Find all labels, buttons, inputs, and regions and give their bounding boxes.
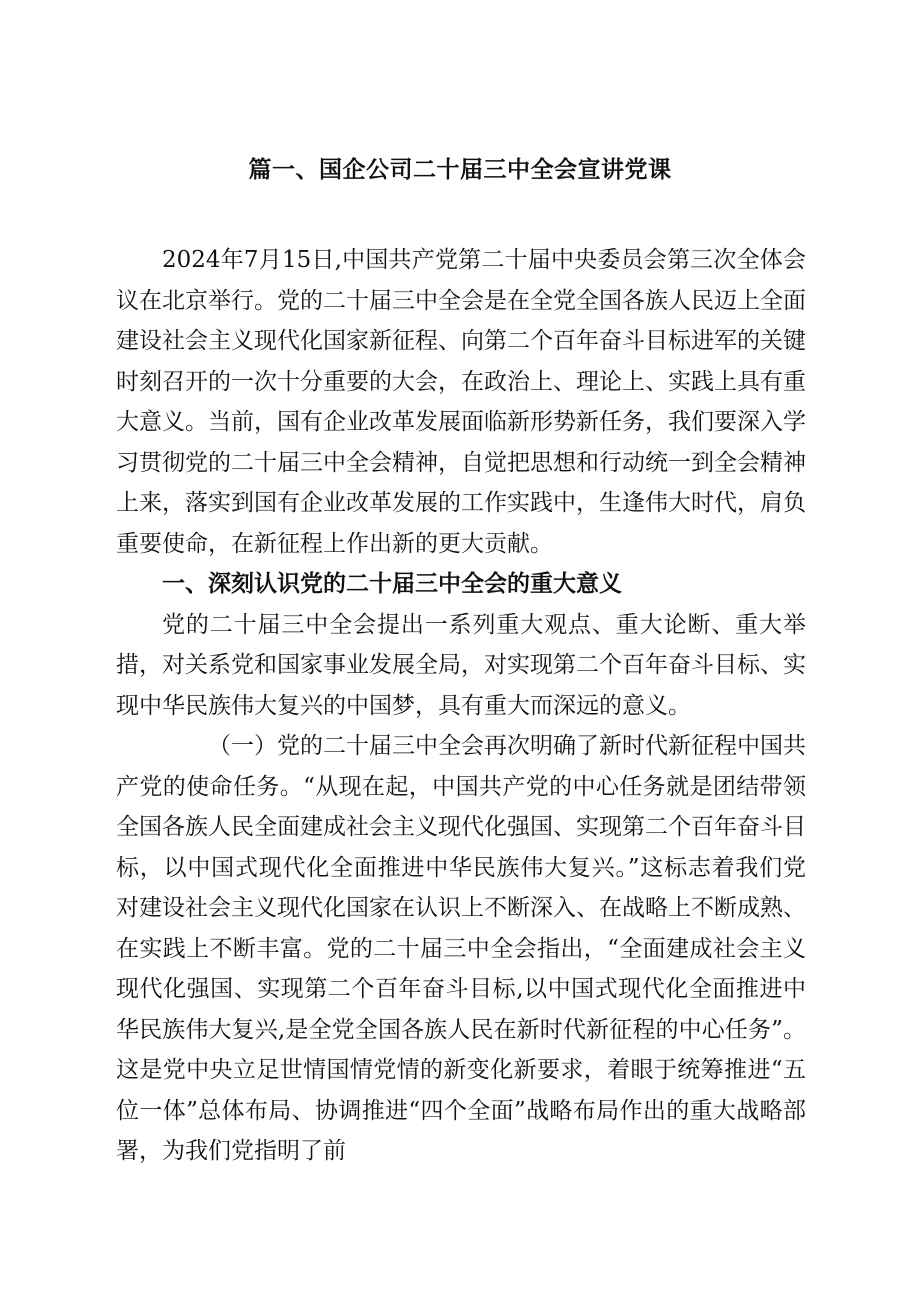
section-heading-1: 一、深刻认识党的二十届三中全会的重大意义 (162, 570, 622, 597)
document-body (116, 240, 806, 1172)
paragraph-intro: 2024年7月15日,中国共产党第二十届中央委员会第三次全体会议在北京举行。党的二十届三中全会是在全党全国各族人民迈上全面建设社会主义现代化国家新征程、向第二个百年奋斗目标进军的关键时刻召开的一次十分重要的大会，在政治上、理论上、实践上具有重大意义。当前，国有企业改革发展面临新形势新任务，我们要深入学习贯彻党的二十届三中全会精神，自觉把思想和行动统一到全会精神上来，落实到国有企业改革发展的工作实践中，生逢伟大时代，肩负重要使命，在新征程上作出新的更大贡献。 (116, 247, 806, 557)
paragraph-mission: （一）党的二十届三中全会再次明确了新时代新征程中国共产党的使命任务。“从现在起，中国共产党的中心任务就是团结带领全国各族人民全面建成社会主义现代化强国、实现第二个百年奋斗目标，以中国式现代化全面推进中华民族伟大复兴。”这标志着我们党对建设社会主义现代化国家在认识上不断深入、在战略上不断成熟、在实践上不断丰富。党的二十届三中全会指出，“全面建成社会主义现代化强国、实现第二个百年奋斗目标,以中国式现代化全面推进中华民族伟大复兴,是全党全国各族人民在新时代新征程的中心任务”。这是党中央立足世情国情党情的新变化新要求，着眼于统筹推进“五位一体”总体布局、协调推进“四个全面”战略布局作出的重大战略部署，为我们党指明了前 (116, 733, 806, 1164)
paragraph-significance: 党的二十届三中全会提出一系列重大观点、重大论断、重大举措，对关系党和国家事业发展全局，对实现第二个百年奋斗目标、实现中华民族伟大复兴的中国梦，具有重大而深远的意义。 (116, 611, 806, 719)
document-title: 篇一、国企公司二十届三中全会宣讲党课 (248, 156, 672, 183)
